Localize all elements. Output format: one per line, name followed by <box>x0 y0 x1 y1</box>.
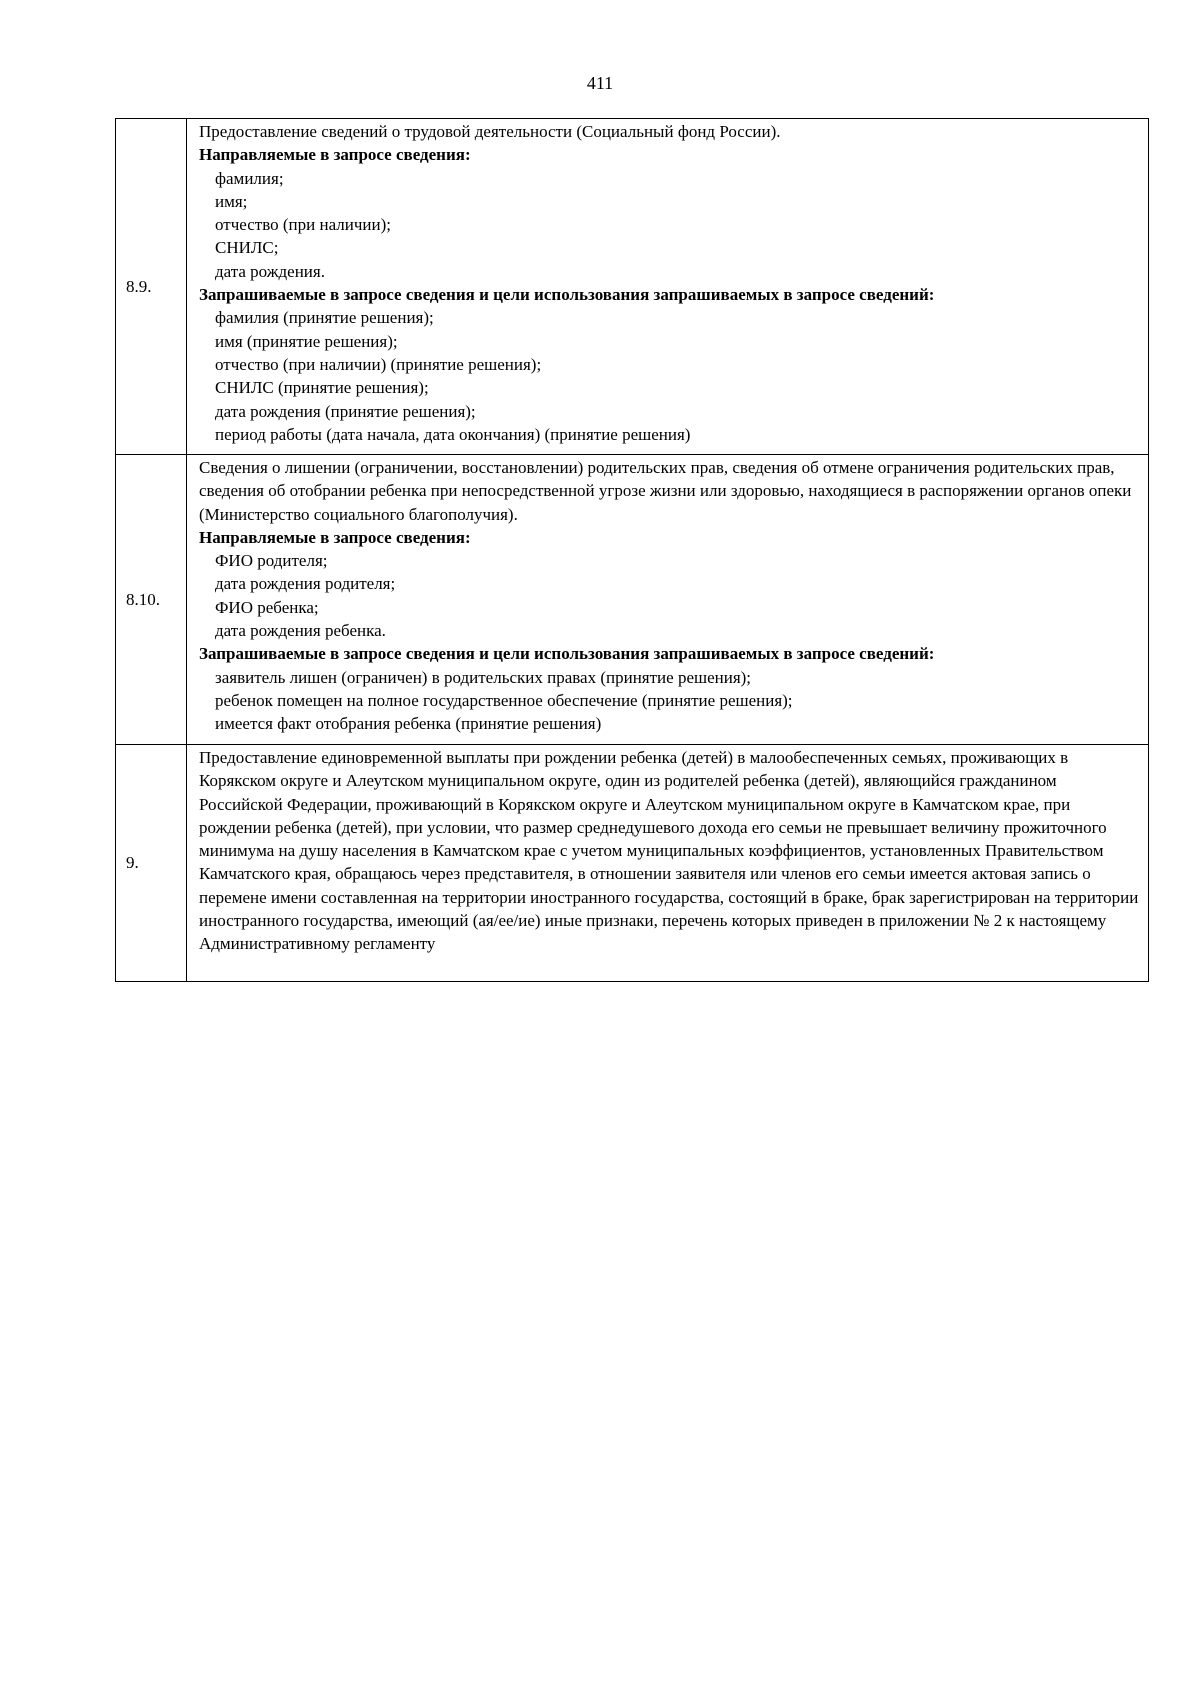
page-number: 411 <box>586 73 614 93</box>
row-number: 8.9. <box>116 119 187 455</box>
list-item: заявитель лишен (ограничен) в родительских правах (принятие решения); <box>215 667 752 687</box>
list-item: ФИО родителя; <box>215 551 328 571</box>
list-item: дата рождения ребенка. <box>215 621 386 641</box>
table-row <box>116 745 1149 982</box>
table-row <box>116 455 1149 745</box>
requested-heading: Запрашиваемые в запросе сведения и цели использования запрашиваемых в запросе сведений: <box>199 285 935 305</box>
list-item: имя (принятие решения); <box>215 331 398 351</box>
list-item: дата рождения (принятие решения); <box>215 401 476 421</box>
list-item: СНИЛС; <box>215 238 279 258</box>
list-item: период работы (дата начала, дата окончания) (принятие решения) <box>215 424 691 444</box>
sent-heading: Направляемые в запросе сведения: <box>199 145 471 165</box>
list-item: фамилия; <box>215 168 284 188</box>
requested-heading: Запрашиваемые в запросе сведения и цели использования запрашиваемых в запросе сведений: <box>199 644 935 664</box>
list-item: отчество (при наличии); <box>215 215 391 235</box>
list-item: ребенок помещен на полное государственное обеспечение (принятие решения); <box>215 690 793 710</box>
list-item: дата рождения. <box>215 261 325 281</box>
list-item: СНИЛС (принятие решения); <box>215 378 429 398</box>
list-item: имеется факт отобрания ребенка (принятие решения) <box>215 714 602 734</box>
row-content <box>187 455 1149 745</box>
services-table <box>115 118 1149 982</box>
list-item: дата рождения родителя; <box>215 574 396 594</box>
row-content <box>187 119 1149 455</box>
table-row <box>116 119 1149 455</box>
list-item: ФИО ребенка; <box>215 597 319 617</box>
list-item: фамилия (принятие решения); <box>215 308 434 328</box>
row-title: Предоставление сведений о трудовой деятельности (Социальный фонд России). <box>199 122 781 141</box>
list-item: отчество (при наличии) (принятие решения); <box>215 354 542 374</box>
row-text: Предоставление единовременной выплаты при рождении ребенка (детей) в малообеспеченных семьях, проживающих в Корякском округе и Алеутском муниципальном округе, один из родителей ребенка (детей), являющийся гражданином Российской Федерации, проживающий в Корякском округе и Алеутском муниципальном округе в Камчатском крае, при рождении ребенка (детей), при условии, что размер среднедушевого дохода его семьи не превышает величину прожиточного минимума на душу населения в Камчатском крае с учетом муниципальных коэффициентов, установленных Правительством Камчатского края, обращаюсь через представителя, в отношении заявителя или членов его семьи имеется актовая запись о перемене имени составленная на территории иностранного государства, состоящий в браке, брак зарегистрирован на территории иностранного государства, имеющий (ая/ее/ие) иные признаки, перечень которых приведен в приложении № 2 к настоящему Административному регламенту <box>199 748 1139 954</box>
list-item: имя; <box>215 191 248 211</box>
row-number: 8.10. <box>116 455 187 745</box>
sent-heading: Направляемые в запросе сведения: <box>199 527 471 547</box>
row-number: 9. <box>116 745 187 982</box>
row-title: Сведения о лишении (ограничении, восстановлении) родительских прав, сведения об отмене ограничения родительских прав, сведения об отобрании ребенка при непосредственной угрозе жизни или здоровью, находящиеся в распоряжении органов опеки (Министерство социального благополучия). <box>199 458 1132 524</box>
row-content <box>187 745 1149 982</box>
